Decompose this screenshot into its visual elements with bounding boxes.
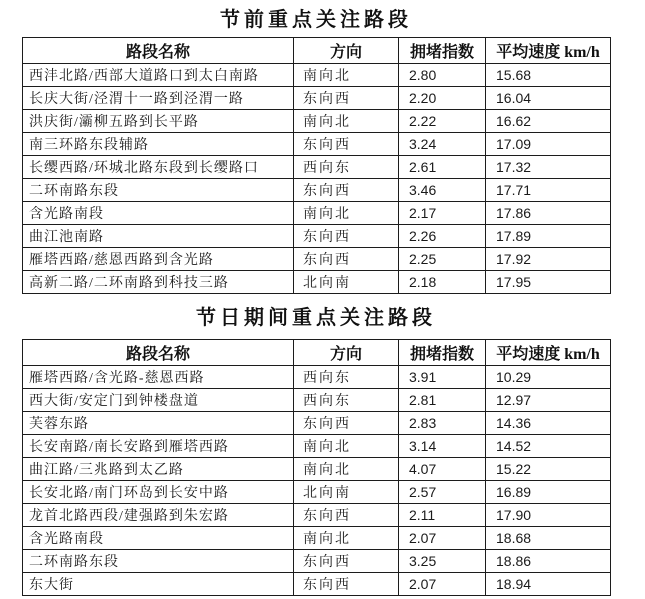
cell-avg-speed: 18.68 xyxy=(486,527,611,550)
cell-road-name: 含光路南段 xyxy=(23,202,294,225)
cell-congestion-index: 2.26 xyxy=(399,225,486,248)
cell-avg-speed: 17.86 xyxy=(486,202,611,225)
cell-congestion-index: 2.18 xyxy=(399,271,486,294)
cell-road-name: 雁塔西路/含光路-慈恩西路 xyxy=(23,366,294,389)
cell-congestion-index: 3.46 xyxy=(399,179,486,202)
cell-direction: 东向西 xyxy=(294,412,399,435)
cell-direction: 东向西 xyxy=(294,225,399,248)
cell-road-name: 长缨西路/环城北路东段到长缨路口 xyxy=(23,156,294,179)
column-header-avg-speed: 平均速度 km/h xyxy=(486,340,611,366)
column-header-congestion-index: 拥堵指数 xyxy=(399,38,486,64)
cell-avg-speed: 17.92 xyxy=(486,248,611,271)
table-row xyxy=(23,366,611,389)
cell-road-name: 含光路南段 xyxy=(23,527,294,550)
cell-avg-speed: 18.94 xyxy=(486,573,611,596)
cell-direction: 南向北 xyxy=(294,64,399,87)
cell-congestion-index: 3.25 xyxy=(399,550,486,573)
cell-direction: 北向南 xyxy=(294,481,399,504)
cell-congestion-index: 2.61 xyxy=(399,156,486,179)
cell-direction: 西向东 xyxy=(294,366,399,389)
cell-road-name: 西大街/安定门到钟楼盘道 xyxy=(23,389,294,412)
cell-congestion-index: 2.11 xyxy=(399,504,486,527)
column-header-road-name: 路段名称 xyxy=(23,38,294,64)
table-row xyxy=(23,458,611,481)
cell-direction: 西向东 xyxy=(294,156,399,179)
cell-avg-speed: 18.86 xyxy=(486,550,611,573)
column-header-avg-speed: 平均速度 km/h xyxy=(486,38,611,64)
table-row xyxy=(23,110,611,133)
cell-congestion-index: 2.25 xyxy=(399,248,486,271)
cell-direction: 南向北 xyxy=(294,458,399,481)
cell-avg-speed: 16.62 xyxy=(486,110,611,133)
header-row xyxy=(23,340,611,366)
table-row xyxy=(23,412,611,435)
table-row xyxy=(23,271,611,294)
column-header-direction: 方向 xyxy=(294,340,399,366)
cell-congestion-index: 2.07 xyxy=(399,573,486,596)
table-row xyxy=(23,504,611,527)
cell-road-name: 洪庆街/灞柳五路到长平路 xyxy=(23,110,294,133)
cell-congestion-index: 2.07 xyxy=(399,527,486,550)
cell-avg-speed: 12.97 xyxy=(486,389,611,412)
cell-direction: 东向西 xyxy=(294,87,399,110)
cell-direction: 南向北 xyxy=(294,527,399,550)
cell-road-name: 长安北路/南门环岛到长安中路 xyxy=(23,481,294,504)
column-header-congestion-index: 拥堵指数 xyxy=(399,340,486,366)
pre-holiday-table xyxy=(22,37,611,294)
cell-congestion-index: 2.22 xyxy=(399,110,486,133)
table-header-row xyxy=(23,340,611,366)
table-header-row xyxy=(23,38,611,64)
table-row xyxy=(23,179,611,202)
header-row xyxy=(23,38,611,64)
cell-direction: 西向东 xyxy=(294,389,399,412)
cell-avg-speed: 16.89 xyxy=(486,481,611,504)
cell-congestion-index: 2.57 xyxy=(399,481,486,504)
pre-holiday-section xyxy=(22,0,610,294)
cell-direction: 东向西 xyxy=(294,179,399,202)
cell-road-name: 二环南路东段 xyxy=(23,550,294,573)
cell-direction: 南向北 xyxy=(294,110,399,133)
cell-congestion-index: 3.91 xyxy=(399,366,486,389)
cell-congestion-index: 3.24 xyxy=(399,133,486,156)
cell-road-name: 南三环路东段辅路 xyxy=(23,133,294,156)
table-row xyxy=(23,435,611,458)
cell-direction: 东向西 xyxy=(294,504,399,527)
table-row xyxy=(23,481,611,504)
holiday-period-table xyxy=(22,339,611,596)
cell-avg-speed: 17.95 xyxy=(486,271,611,294)
cell-road-name: 长安南路/南长安路到雁塔西路 xyxy=(23,435,294,458)
table-row xyxy=(23,527,611,550)
cell-road-name: 雁塔西路/慈恩西路到含光路 xyxy=(23,248,294,271)
cell-road-name: 曲江路/三兆路到太乙路 xyxy=(23,458,294,481)
cell-avg-speed: 16.04 xyxy=(486,87,611,110)
cell-avg-speed: 15.68 xyxy=(486,64,611,87)
cell-direction: 北向南 xyxy=(294,271,399,294)
table-row xyxy=(23,202,611,225)
cell-congestion-index: 2.83 xyxy=(399,412,486,435)
cell-road-name: 龙首北路西段/建强路到朱宏路 xyxy=(23,504,294,527)
cell-avg-speed: 14.36 xyxy=(486,412,611,435)
cell-avg-speed: 17.71 xyxy=(486,179,611,202)
cell-road-name: 高新二路/二环南路到科技三路 xyxy=(23,271,294,294)
cell-direction: 南向北 xyxy=(294,202,399,225)
column-header-road-name: 路段名称 xyxy=(23,340,294,366)
table-row xyxy=(23,64,611,87)
cell-road-name: 西沣北路/西部大道路口到太白南路 xyxy=(23,64,294,87)
cell-direction: 东向西 xyxy=(294,573,399,596)
column-header-direction: 方向 xyxy=(294,38,399,64)
cell-direction: 东向西 xyxy=(294,248,399,271)
cell-road-name: 东大街 xyxy=(23,573,294,596)
cell-congestion-index: 2.17 xyxy=(399,202,486,225)
cell-road-name: 长庆大街/泾渭十一路到泾渭一路 xyxy=(23,87,294,110)
cell-direction: 东向西 xyxy=(294,133,399,156)
cell-avg-speed: 17.90 xyxy=(486,504,611,527)
table-row xyxy=(23,225,611,248)
cell-road-name: 芙蓉东路 xyxy=(23,412,294,435)
cell-congestion-index: 3.14 xyxy=(399,435,486,458)
table-row xyxy=(23,156,611,179)
cell-congestion-index: 2.20 xyxy=(399,87,486,110)
table-row xyxy=(23,389,611,412)
table-row xyxy=(23,248,611,271)
cell-avg-speed: 10.29 xyxy=(486,366,611,389)
cell-road-name: 曲江池南路 xyxy=(23,225,294,248)
cell-avg-speed: 17.89 xyxy=(486,225,611,248)
table-body xyxy=(23,64,611,294)
cell-congestion-index: 2.81 xyxy=(399,389,486,412)
table-row xyxy=(23,550,611,573)
cell-congestion-index: 4.07 xyxy=(399,458,486,481)
holiday-period-section xyxy=(22,294,610,596)
table-row xyxy=(23,573,611,596)
holiday-period-table-title: 节日期间重点关注路段 xyxy=(196,307,436,329)
cell-direction: 南向北 xyxy=(294,435,399,458)
table-body xyxy=(23,366,611,596)
cell-avg-speed: 14.52 xyxy=(486,435,611,458)
cell-avg-speed: 17.32 xyxy=(486,156,611,179)
cell-avg-speed: 17.09 xyxy=(486,133,611,156)
table-row xyxy=(23,133,611,156)
cell-avg-speed: 15.22 xyxy=(486,458,611,481)
pre-holiday-table-title: 节前重点关注路段 xyxy=(220,9,412,31)
cell-congestion-index: 2.80 xyxy=(399,64,486,87)
cell-road-name: 二环南路东段 xyxy=(23,179,294,202)
table-row xyxy=(23,87,611,110)
cell-direction: 东向西 xyxy=(294,550,399,573)
